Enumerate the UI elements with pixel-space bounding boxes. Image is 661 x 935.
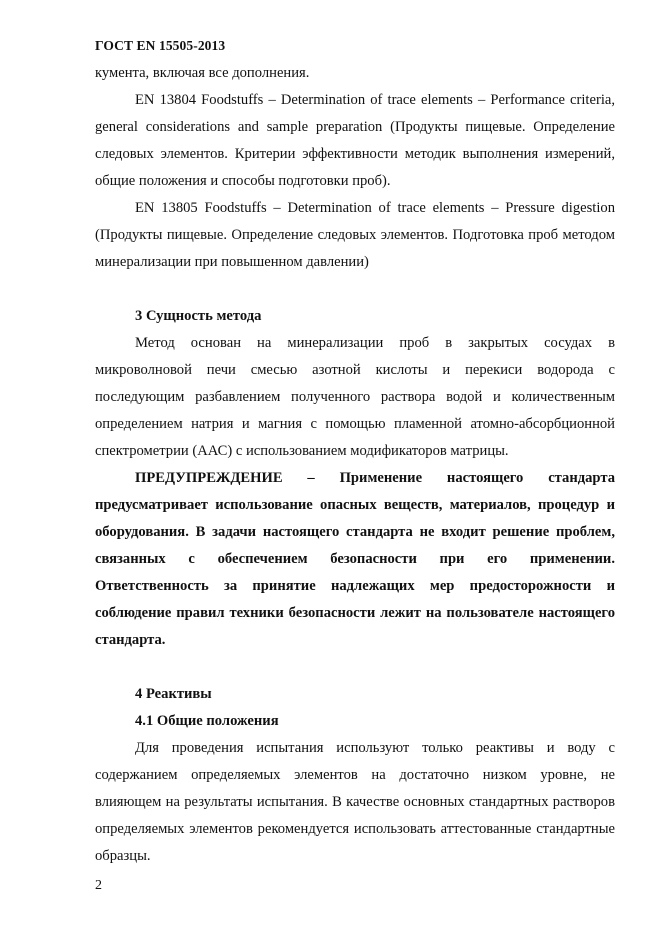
page-number: 2 xyxy=(95,878,102,893)
reference-en-13805: EN 13805 Foodstuffs – Determination of trace elements – Pressure digestion (Продукты пищевые. Определение следовых элементов. Подготовка проб методом минерализации при повышенном давлении) xyxy=(95,200,615,270)
document-header: ГОСТ EN 15505-2013 xyxy=(95,38,226,53)
continuation-paragraph: кумента, включая все дополнения. xyxy=(95,65,310,81)
section-4-heading: 4 Реактивы xyxy=(135,686,212,702)
document-body xyxy=(95,60,615,870)
spacer xyxy=(95,276,615,303)
section-4-1-heading: 4.1 Общие положения xyxy=(135,713,279,729)
spacer xyxy=(95,654,615,681)
section-3-paragraph: Метод основан на минерализации проб в закрытых сосудах в микроволновой печи смесью азотной кислоты и перекиси водорода с последующим разбавлением полученного раствора водой и количественным определением натрия и магния с помощью пламенной атомно-абсорбционной спектрометрии (ААС) с использованием модификаторов матрицы. xyxy=(95,335,615,459)
reference-en-13804: EN 13804 Foodstuffs – Determination of trace elements – Performance criteria, general considerations and sample preparation (Продукты пищевые. Определение следовых элементов. Критерии эффективности методик выполнения измерений, общие положения и способы подготовки проб). xyxy=(95,92,615,189)
warning-paragraph: ПРЕДУПРЕЖДЕНИЕ – Применение настоящего стандарта предусматривает использование опасных веществ, материалов, процедур и оборудования. В задачи настоящего стандарта не входит решение проблем, связанных с обеспечением безопасности при его применении. Ответственность за принятие надлежащих мер предосторожности и соблюдение правил техники безопасности лежит на пользователе настоящего стандарта. xyxy=(95,470,615,648)
section-4-1-paragraph: Для проведения испытания используют только реактивы и воду с содержанием определяемых элементов на достаточно низком уровне, не влияющем на результаты испытания. В качестве основных стандартных растворов определяемых элементов рекомендуется использовать аттестованные стандартные образцы. xyxy=(95,740,615,864)
section-3-heading: 3 Сущность метода xyxy=(135,308,262,324)
